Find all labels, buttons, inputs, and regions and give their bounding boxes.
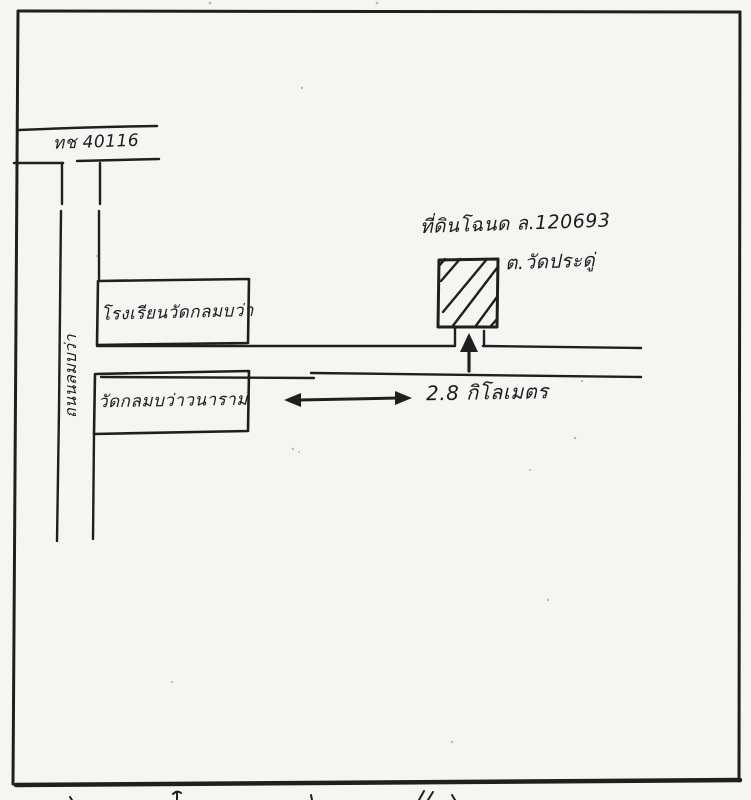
top-road-code-label: ทช 40116 — [52, 130, 140, 154]
hatched-parcel-icon — [438, 259, 498, 327]
school-name-label: โรงเรียนวัดกลมบว่า — [100, 300, 255, 325]
parcel-subdistrict-label: ต.วัดประดู่ — [504, 249, 596, 275]
parcel-deed-number-label: ที่ดินโฉนด ล.120693 — [419, 209, 611, 239]
double-arrow-icon — [284, 391, 412, 407]
cut-off-text-marks — [70, 791, 455, 800]
side-road-name-label: ถนนลมบว่า — [61, 333, 80, 419]
temple-name-label: วัดกลมบว่าวนาราม — [97, 389, 249, 413]
up-arrow-icon — [460, 333, 478, 371]
distance-label: 2.8 กิโลเมตร — [425, 379, 549, 406]
